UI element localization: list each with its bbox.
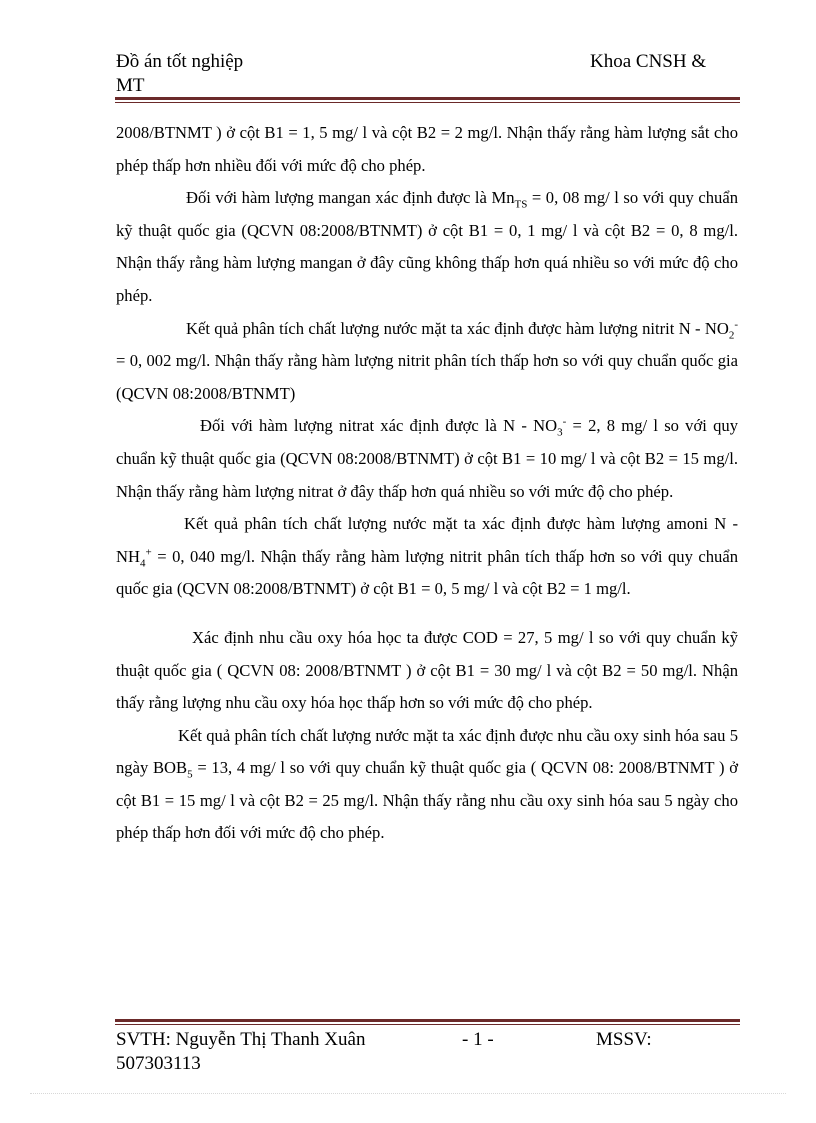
paragraph (116, 313, 738, 411)
paragraph (116, 117, 738, 182)
header-title: Đồ án tốt nghiệp (116, 51, 244, 72)
text-run: Kết quả phân tích chất lượng nước mặt ta xác định được hàm lượng amoni N - NH (116, 514, 738, 566)
paragraph (116, 508, 738, 606)
text-run: Xác định nhu cầu oxy hóa học ta được COD = 27, 5 mg/ l so với quy chuẩn kỹ thuật quốc gia ( QCVN 08: 2008/BTNMT ) ở cột B1 = 30 mg/ l và cột B2 = 50 mg/l. Nhận thấy rằng lượng nhu cầu oxy hóa học thấp hơn so với mức độ cho phép. (116, 627, 738, 713)
header-divider (115, 97, 740, 103)
subscript: 4 (139, 557, 146, 570)
paragraph (116, 410, 738, 508)
text-run: 2008/BTNMT ) ở cột B1 = 1, 5 mg/ l và cột B2 = 2 mg/l. Nhận thấy rằng hàm lượng sắt cho phép thấp hơn nhiều đối với mức độ cho phép. (116, 123, 738, 175)
header-faculty: Khoa CNSH & (590, 51, 707, 72)
footer-divider (115, 1019, 740, 1025)
body-text (116, 117, 738, 850)
text-run: = 0, 002 mg/l. Nhận thấy rằng hàm lượng nitrit phân tích thấp hơn so với quy chuẩn quốc gia (QCVN 08:2008/BTNMT) (116, 351, 738, 403)
subscript: 5 (187, 768, 193, 781)
superscript: + (145, 546, 152, 559)
header-faculty-continued: MT (116, 75, 145, 96)
footer-student-id: 507303113 (116, 1053, 201, 1074)
text-run: = 0, 08 mg/ l so với quy chuẩn kỹ thuật quốc gia (QCVN 08:2008/BTNMT) ở cột B1 = 0, 1 mg/ l và cột B2 = 0, 8 mg/l. Nhận thấy rằng hàm lượng mangan ở đây cũng không thấp hơn quá nhiều so với mức độ cho phép. (116, 188, 739, 305)
paragraph (116, 720, 738, 850)
text-run: = 2, 8 mg/ l so với quy chuẩn kỹ thuật quốc gia (QCVN 08:2008/BTNMT) ở cột B1 = 10 mg/ l và cột B2 = 15 mg/l. Nhận thấy rằng hàm lượng nitrat ở đây thấp hơn quá nhiều so với mức độ cho phép. (116, 416, 738, 501)
text-run: = 0, 040 mg/l. Nhận thấy rằng hàm lượng nitrit phân tích thấp hơn so với quy chuẩn quốc gia (QCVN 08:2008/BTNMT) ở cột B1 = 0, 5 mg/ l và cột B2 = 1 mg/l. (116, 546, 738, 599)
text-run: Kết quả phân tích chất lượng nước mặt ta xác định được hàm lượng nitrit N - NO (186, 318, 729, 338)
bottom-dotted-line (30, 1093, 786, 1094)
paragraph (116, 182, 738, 312)
superscript: - (562, 415, 567, 428)
text-run: Đối với hàm lượng mangan xác định được là Mn (186, 188, 515, 208)
footer-student-id-label: MSSV: (596, 1029, 652, 1050)
text-run: Đối với hàm lượng nitrat xác định được là N - NO (200, 416, 558, 436)
paragraph (116, 622, 738, 720)
subscript: 2 (728, 328, 735, 341)
text-run: Kết quả phân tích chất lượng nước mặt ta xác định được nhu cầu oxy sinh hóa sau 5 ngày BOB (116, 725, 738, 778)
page-number: - 1 - (462, 1029, 494, 1050)
text-run: = 13, 4 mg/ l so với quy chuẩn kỹ thuật quốc gia ( QCVN 08: 2008/BTNMT ) ở cột B1 = 15 mg/ l và cột B2 = 25 mg/l. Nhận thấy rằng nhu cầu oxy sinh hóa sau 5 ngày cho phép thấp hơn đối với mức độ cho phép. (116, 758, 738, 843)
subscript: TS (514, 198, 528, 211)
footer-student: SVTH: Nguyễn Thị Thanh Xuân (116, 1029, 366, 1050)
superscript: - (734, 318, 738, 331)
subscript: 3 (557, 426, 563, 439)
